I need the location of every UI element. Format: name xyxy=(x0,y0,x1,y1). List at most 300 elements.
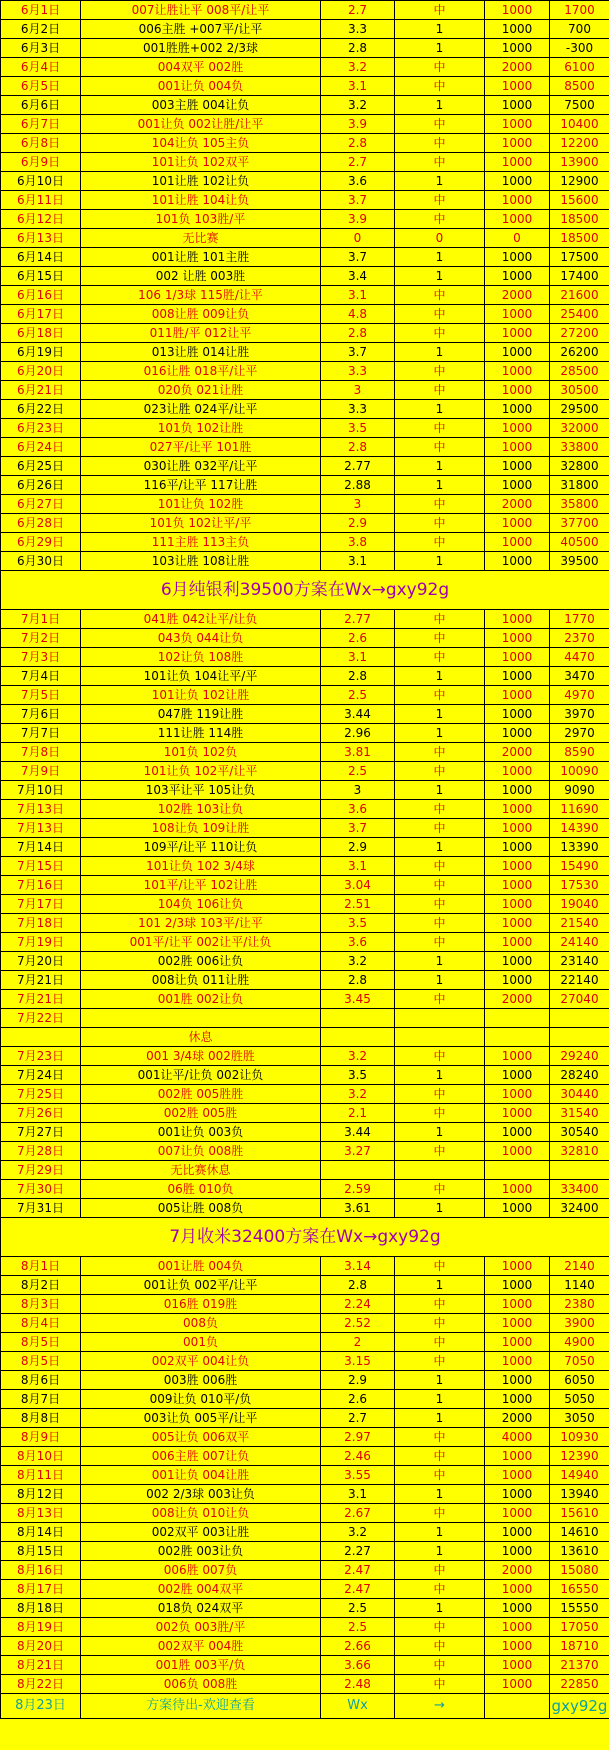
stake-cell: 1000 xyxy=(485,457,550,476)
stake-cell: 1000 xyxy=(485,400,550,419)
total-cell: 2970 xyxy=(550,724,609,743)
plan-cell: 005让胜 008负 xyxy=(81,1199,321,1218)
total-cell: 12200 xyxy=(550,134,609,153)
total-cell: 30440 xyxy=(550,1085,609,1104)
stake-cell: 1000 xyxy=(485,895,550,914)
stake-cell: 1000 xyxy=(485,838,550,857)
odds-cell: 2.8 xyxy=(321,971,395,990)
stake-cell: 1000 xyxy=(485,1257,550,1276)
stake-cell: 2000 xyxy=(485,743,550,762)
stake-cell: 1000 xyxy=(485,1656,550,1675)
odds-cell: 3.81 xyxy=(321,743,395,762)
plan-cell: 001胜胜+002 2/3球 xyxy=(81,39,321,58)
total-cell: 15600 xyxy=(550,191,609,210)
total-cell: 39500 xyxy=(550,552,609,571)
stake-cell: 1000 xyxy=(485,1466,550,1485)
total-cell: 12390 xyxy=(550,1447,609,1466)
stake-cell: 1000 xyxy=(485,1066,550,1085)
plan-cell: 001胜 003平/负 xyxy=(81,1656,321,1675)
total-cell: 13610 xyxy=(550,1542,609,1561)
result-cell: 中 xyxy=(395,324,485,343)
result-cell: 1 xyxy=(395,1199,485,1218)
odds-cell: 2.48 xyxy=(321,1675,395,1694)
odds-cell: 0 xyxy=(321,229,395,248)
odds-cell: 2.47 xyxy=(321,1580,395,1599)
stake-cell: 1000 xyxy=(485,1675,550,1694)
result-cell: 1 xyxy=(395,39,485,58)
total-cell: 1140 xyxy=(550,1276,609,1295)
table-row xyxy=(1,1066,609,1085)
date-cell: 6月29日 xyxy=(1,533,81,552)
total-cell: 32000 xyxy=(550,419,609,438)
plan-cell: 008让胜 009让负 xyxy=(81,305,321,324)
result-cell: 中 xyxy=(395,77,485,96)
plan-cell: 002 让胜 003胜 xyxy=(81,267,321,286)
table-row xyxy=(1,1295,609,1314)
odds-cell: 3.5 xyxy=(321,419,395,438)
result-cell: 中 xyxy=(395,495,485,514)
odds-cell: 3.5 xyxy=(321,914,395,933)
date-cell: 8月9日 xyxy=(1,1428,81,1447)
table-row xyxy=(1,1390,609,1409)
odds-cell: 3 xyxy=(321,495,395,514)
date-cell: 7月13日 xyxy=(1,819,81,838)
total-cell: 700 xyxy=(550,20,609,39)
total-cell: 21540 xyxy=(550,914,609,933)
date-cell: 7月22日 xyxy=(1,1009,81,1028)
stake-cell: 1000 xyxy=(485,933,550,952)
stake-cell: 1000 xyxy=(485,724,550,743)
plan-cell: 101让负 102双平 xyxy=(81,153,321,172)
odds-cell: 2.6 xyxy=(321,629,395,648)
odds-cell: 3.66 xyxy=(321,1656,395,1675)
total-cell: 8500 xyxy=(550,77,609,96)
table-row xyxy=(1,1485,609,1504)
odds-cell: 2.5 xyxy=(321,762,395,781)
stake-cell: 1000 xyxy=(485,1352,550,1371)
plan-cell: 006主胜 007让负 xyxy=(81,1447,321,1466)
stake-cell: 1000 xyxy=(485,762,550,781)
table-row xyxy=(1,1180,609,1199)
odds-cell: 2.52 xyxy=(321,1314,395,1333)
odds-cell: 2.27 xyxy=(321,1542,395,1561)
result-cell: 中 xyxy=(395,1314,485,1333)
date-cell: 7月6日 xyxy=(1,705,81,724)
odds-cell: 3.27 xyxy=(321,1142,395,1161)
plan-cell: 008让负 010让负 xyxy=(81,1504,321,1523)
odds-cell: 2.46 xyxy=(321,1447,395,1466)
result-cell: 1 xyxy=(395,781,485,800)
stake-cell: 1000 xyxy=(485,781,550,800)
plan-cell: 06胜 010负 xyxy=(81,1180,321,1199)
date-cell: 7月16日 xyxy=(1,876,81,895)
odds-cell: 2.8 xyxy=(321,134,395,153)
plan-cell: 001让平/让负 002让负 xyxy=(81,1066,321,1085)
total-cell: 25400 xyxy=(550,305,609,324)
plan-cell: 006主胜 +007平/让平 xyxy=(81,20,321,39)
date-cell: 7月5日 xyxy=(1,686,81,705)
total-cell: 10090 xyxy=(550,762,609,781)
result-cell: 中 xyxy=(395,286,485,305)
result-cell: 1 xyxy=(395,96,485,115)
result-cell: 0 xyxy=(395,229,485,248)
pending-row xyxy=(1,1694,609,1719)
stake-cell: 1000 xyxy=(485,1485,550,1504)
stake-cell: 1000 xyxy=(485,533,550,552)
date-cell: 7月26日 xyxy=(1,1104,81,1123)
stake-cell: 1000 xyxy=(485,1637,550,1656)
result-cell: 中 xyxy=(395,990,485,1009)
date-cell: 6月9日 xyxy=(1,153,81,172)
odds-cell: 3.04 xyxy=(321,876,395,895)
result-cell: 中 xyxy=(395,1637,485,1656)
date-cell: 7月15日 xyxy=(1,857,81,876)
odds-cell: 3.44 xyxy=(321,1123,395,1142)
plan-cell: 006胜 007负 xyxy=(81,1561,321,1580)
date-cell: 8月13日 xyxy=(1,1504,81,1523)
odds-cell: 2.77 xyxy=(321,457,395,476)
total-cell: 10930 xyxy=(550,1428,609,1447)
stake-cell: 1000 xyxy=(485,1142,550,1161)
stake-cell: 4000 xyxy=(485,1428,550,1447)
odds-cell: 2.5 xyxy=(321,1599,395,1618)
total-cell: 17530 xyxy=(550,876,609,895)
result-cell: 中 xyxy=(395,305,485,324)
result-cell: 中 xyxy=(395,1,485,20)
stake-cell xyxy=(485,1028,550,1047)
table-row xyxy=(1,743,609,762)
stake-cell: 0 xyxy=(485,229,550,248)
date-cell: 8月22日 xyxy=(1,1675,81,1694)
table-row xyxy=(1,648,609,667)
result-cell: 中 xyxy=(395,115,485,134)
stake-cell: 1000 xyxy=(485,914,550,933)
total-cell: 4900 xyxy=(550,1333,609,1352)
result-cell: 1 xyxy=(395,1066,485,1085)
table-row xyxy=(1,1161,609,1180)
table-row xyxy=(1,39,609,58)
plan-cell: 002胜 005胜胜 xyxy=(81,1085,321,1104)
plan-cell: 001让负 004负 xyxy=(81,77,321,96)
stake-cell: 1000 xyxy=(485,96,550,115)
odds-cell: 3.3 xyxy=(321,400,395,419)
result-cell: 中 xyxy=(395,629,485,648)
date-cell: 7月4日 xyxy=(1,667,81,686)
result-cell: 中 xyxy=(395,743,485,762)
stake-cell: 2000 xyxy=(485,58,550,77)
table-row xyxy=(1,1561,609,1580)
odds-cell: 2.97 xyxy=(321,1428,395,1447)
result-cell: 中 xyxy=(395,610,485,629)
table-row xyxy=(1,1371,609,1390)
stake-cell: 1000 xyxy=(485,1047,550,1066)
total-cell: 17400 xyxy=(550,267,609,286)
total-cell: 3050 xyxy=(550,1409,609,1428)
odds-cell: 3.15 xyxy=(321,1352,395,1371)
date-cell: 6月22日 xyxy=(1,400,81,419)
plan-cell: 030让胜 032平/让平 xyxy=(81,457,321,476)
result-cell: 中 xyxy=(395,362,485,381)
total-cell: 14610 xyxy=(550,1523,609,1542)
total-cell: 37700 xyxy=(550,514,609,533)
stake-cell: 1000 xyxy=(485,629,550,648)
date-cell: 6月27日 xyxy=(1,495,81,514)
date-cell: 8月12日 xyxy=(1,1485,81,1504)
date-cell: 8月15日 xyxy=(1,1542,81,1561)
plan-cell: 047胜 119让胜 xyxy=(81,705,321,724)
table-row xyxy=(1,610,609,629)
stake-cell: 2000 xyxy=(485,286,550,305)
total-cell: 1770 xyxy=(550,610,609,629)
date-cell: 6月21日 xyxy=(1,381,81,400)
total-cell: 18500 xyxy=(550,229,609,248)
odds-cell: 2.66 xyxy=(321,1637,395,1656)
plan-cell: 101让负 102让胜 xyxy=(81,686,321,705)
result-cell: 中 xyxy=(395,914,485,933)
plan-cell: 007让胜让平 008平/让平 xyxy=(81,1,321,20)
table-row xyxy=(1,1,609,20)
date-cell: 6月5日 xyxy=(1,77,81,96)
table-row xyxy=(1,1104,609,1123)
date-cell: 6月4日 xyxy=(1,58,81,77)
stake-cell: 1000 xyxy=(485,876,550,895)
result-cell: 中 xyxy=(395,1085,485,1104)
stake-cell: 1000 xyxy=(485,1180,550,1199)
date-cell: 8月10日 xyxy=(1,1447,81,1466)
result-cell: 1 xyxy=(395,1371,485,1390)
date-cell: 7月8日 xyxy=(1,743,81,762)
plan-cell: 018负 024双平 xyxy=(81,1599,321,1618)
odds-cell xyxy=(321,1009,395,1028)
june-banner xyxy=(1,571,609,610)
table-row xyxy=(1,990,609,1009)
odds-cell xyxy=(321,1028,395,1047)
result-cell: 1 xyxy=(395,457,485,476)
result-cell xyxy=(395,1161,485,1180)
date-cell: 6月19日 xyxy=(1,343,81,362)
plan-cell: 001让负 004让胜 xyxy=(81,1466,321,1485)
odds-cell: 3 xyxy=(321,381,395,400)
date-cell: 8月1日 xyxy=(1,1257,81,1276)
table-row xyxy=(1,286,609,305)
total-cell: 7050 xyxy=(550,1352,609,1371)
date-cell: 7月18日 xyxy=(1,914,81,933)
result-cell xyxy=(395,1009,485,1028)
odds-cell: 3.9 xyxy=(321,115,395,134)
total-cell: 13390 xyxy=(550,838,609,857)
stake-cell: 1000 xyxy=(485,1580,550,1599)
date-cell: 8月16日 xyxy=(1,1561,81,1580)
odds-cell: 2.9 xyxy=(321,1371,395,1390)
odds-cell: 3.7 xyxy=(321,191,395,210)
plan-cell: 101平/让平 102让胜 xyxy=(81,876,321,895)
stake-cell: 1000 xyxy=(485,476,550,495)
table-row xyxy=(1,1637,609,1656)
odds-cell: 3.1 xyxy=(321,648,395,667)
july-section xyxy=(1,610,609,1218)
plan-cell: 003主胜 004让负 xyxy=(81,96,321,115)
result-cell: 中 xyxy=(395,1428,485,1447)
total-cell: 5050 xyxy=(550,1390,609,1409)
table-row xyxy=(1,1276,609,1295)
stake-cell: 1000 xyxy=(485,438,550,457)
date-cell: 6月17日 xyxy=(1,305,81,324)
plan-cell: 001让负 002平/让平 xyxy=(81,1276,321,1295)
total-cell: 26200 xyxy=(550,343,609,362)
plan-cell: 101让胜 102让负 xyxy=(81,172,321,191)
odds-cell: 3.5 xyxy=(321,1066,395,1085)
table-row xyxy=(1,686,609,705)
odds-cell: 2.1 xyxy=(321,1104,395,1123)
date-cell: 6月6日 xyxy=(1,96,81,115)
odds-cell: 3.2 xyxy=(321,58,395,77)
result-cell: 1 xyxy=(395,1599,485,1618)
odds-cell: 2.59 xyxy=(321,1180,395,1199)
plan-cell: 009让负 010平/负 xyxy=(81,1390,321,1409)
date-cell: 6月10日 xyxy=(1,172,81,191)
total-cell: 28500 xyxy=(550,362,609,381)
plan-cell: 102让负 108胜 xyxy=(81,648,321,667)
stake-cell: 1000 xyxy=(485,134,550,153)
total-cell: 3470 xyxy=(550,667,609,686)
total-cell: 17500 xyxy=(550,248,609,267)
total-cell xyxy=(550,1028,609,1047)
plan-cell: 001 3/4球 002胜胜 xyxy=(81,1047,321,1066)
date-cell: 7月19日 xyxy=(1,933,81,952)
odds-cell: 3.45 xyxy=(321,990,395,1009)
date-cell: 8月4日 xyxy=(1,1314,81,1333)
table-row xyxy=(1,667,609,686)
result-cell: 中 xyxy=(395,1142,485,1161)
date-cell: 8月19日 xyxy=(1,1618,81,1637)
date-cell: 8月17日 xyxy=(1,1580,81,1599)
total-cell: 22850 xyxy=(550,1675,609,1694)
plan-cell: 016让胜 018平/让平 xyxy=(81,362,321,381)
stake-cell: 1000 xyxy=(485,1104,550,1123)
table-row xyxy=(1,381,609,400)
table-row xyxy=(1,267,609,286)
plan-cell: 116平/让平 117让胜 xyxy=(81,476,321,495)
result-cell: 中 xyxy=(395,514,485,533)
june-section xyxy=(1,1,609,571)
odds-cell: 3.8 xyxy=(321,533,395,552)
plan-cell: 休息 xyxy=(81,1028,321,1047)
odds-cell: 2.8 xyxy=(321,667,395,686)
stake-cell: 1000 xyxy=(485,1295,550,1314)
stake-cell: 1000 xyxy=(485,610,550,629)
odds-cell: 2 xyxy=(321,1333,395,1352)
table-row xyxy=(1,419,609,438)
stake-cell: 1000 xyxy=(485,305,550,324)
stake-cell: 1000 xyxy=(485,667,550,686)
plan-cell: 111让胜 114胜 xyxy=(81,724,321,743)
odds-cell: 3.2 xyxy=(321,1523,395,1542)
date-cell: 7月13日 xyxy=(1,800,81,819)
stake-cell: 1000 xyxy=(485,172,550,191)
stake-cell: 1000 xyxy=(485,1542,550,1561)
result-cell: 中 xyxy=(395,1466,485,1485)
total-cell: 27200 xyxy=(550,324,609,343)
stake-cell: 1000 xyxy=(485,20,550,39)
pending-row-section xyxy=(1,1694,609,1719)
date-cell: 8月21日 xyxy=(1,1656,81,1675)
total-cell: 2140 xyxy=(550,1257,609,1276)
result-cell: 中 xyxy=(395,1295,485,1314)
plan-cell: 103平让平 105让负 xyxy=(81,781,321,800)
plan-cell: 002双平 003让胜 xyxy=(81,1523,321,1542)
odds-cell: 3.1 xyxy=(321,77,395,96)
plan-cell: 016胜 019胜 xyxy=(81,1295,321,1314)
odds-cell: 3.6 xyxy=(321,933,395,952)
odds-cell: 2.9 xyxy=(321,838,395,857)
table-row xyxy=(1,629,609,648)
total-cell: 4970 xyxy=(550,686,609,705)
odds-cell: 3.1 xyxy=(321,1485,395,1504)
date-cell: 8月2日 xyxy=(1,1276,81,1295)
table-row xyxy=(1,1352,609,1371)
stake-cell: 1000 xyxy=(485,362,550,381)
date-cell: 7月28日 xyxy=(1,1142,81,1161)
plan-cell: 004双平 002胜 xyxy=(81,58,321,77)
result-cell: 中 xyxy=(395,1675,485,1694)
plan-cell: 101让负 102平/让平 xyxy=(81,762,321,781)
table-row xyxy=(1,838,609,857)
result-cell: 中 xyxy=(395,648,485,667)
result-cell: 中 xyxy=(395,1257,485,1276)
total-cell: 18500 xyxy=(550,210,609,229)
odds-cell: 2.8 xyxy=(321,1276,395,1295)
odds-cell: 3.3 xyxy=(321,20,395,39)
table-row xyxy=(1,438,609,457)
table-row xyxy=(1,172,609,191)
odds-cell: 2.5 xyxy=(321,686,395,705)
stake-cell: 1000 xyxy=(485,552,550,571)
table-row xyxy=(1,1675,609,1694)
stake-cell: 1000 xyxy=(485,514,550,533)
date-cell: 7月21日 xyxy=(1,990,81,1009)
date-cell: 7月9日 xyxy=(1,762,81,781)
date-cell: 8月8日 xyxy=(1,1409,81,1428)
odds-cell: 2.7 xyxy=(321,153,395,172)
plan-cell: 002双平 004让负 xyxy=(81,1352,321,1371)
table-row xyxy=(1,343,609,362)
plan-cell: 001平/让平 002让平/让负 xyxy=(81,933,321,952)
table-row xyxy=(1,305,609,324)
table-row xyxy=(1,857,609,876)
odds-cell: 3 xyxy=(321,781,395,800)
result-cell: 1 xyxy=(395,1542,485,1561)
total-cell: 33800 xyxy=(550,438,609,457)
table-row xyxy=(1,1523,609,1542)
total-cell: 11690 xyxy=(550,800,609,819)
result-cell: 中 xyxy=(395,762,485,781)
result-cell: 中 xyxy=(395,438,485,457)
pending-date: 8月23日 xyxy=(1,1694,81,1719)
table-row xyxy=(1,1618,609,1637)
stake-cell: 1000 xyxy=(485,343,550,362)
total-cell: 17050 xyxy=(550,1618,609,1637)
plan-cell: 011胜/平 012让平 xyxy=(81,324,321,343)
stake-cell: 1000 xyxy=(485,800,550,819)
date-cell: 6月16日 xyxy=(1,286,81,305)
result-cell: 1 xyxy=(395,267,485,286)
pending-stake xyxy=(485,1694,550,1719)
stake-cell: 1000 xyxy=(485,1504,550,1523)
odds-cell: 2.8 xyxy=(321,438,395,457)
date-cell: 8月7日 xyxy=(1,1390,81,1409)
result-cell: 1 xyxy=(395,1485,485,1504)
plan-cell: 001让负 002让胜/让平 xyxy=(81,115,321,134)
